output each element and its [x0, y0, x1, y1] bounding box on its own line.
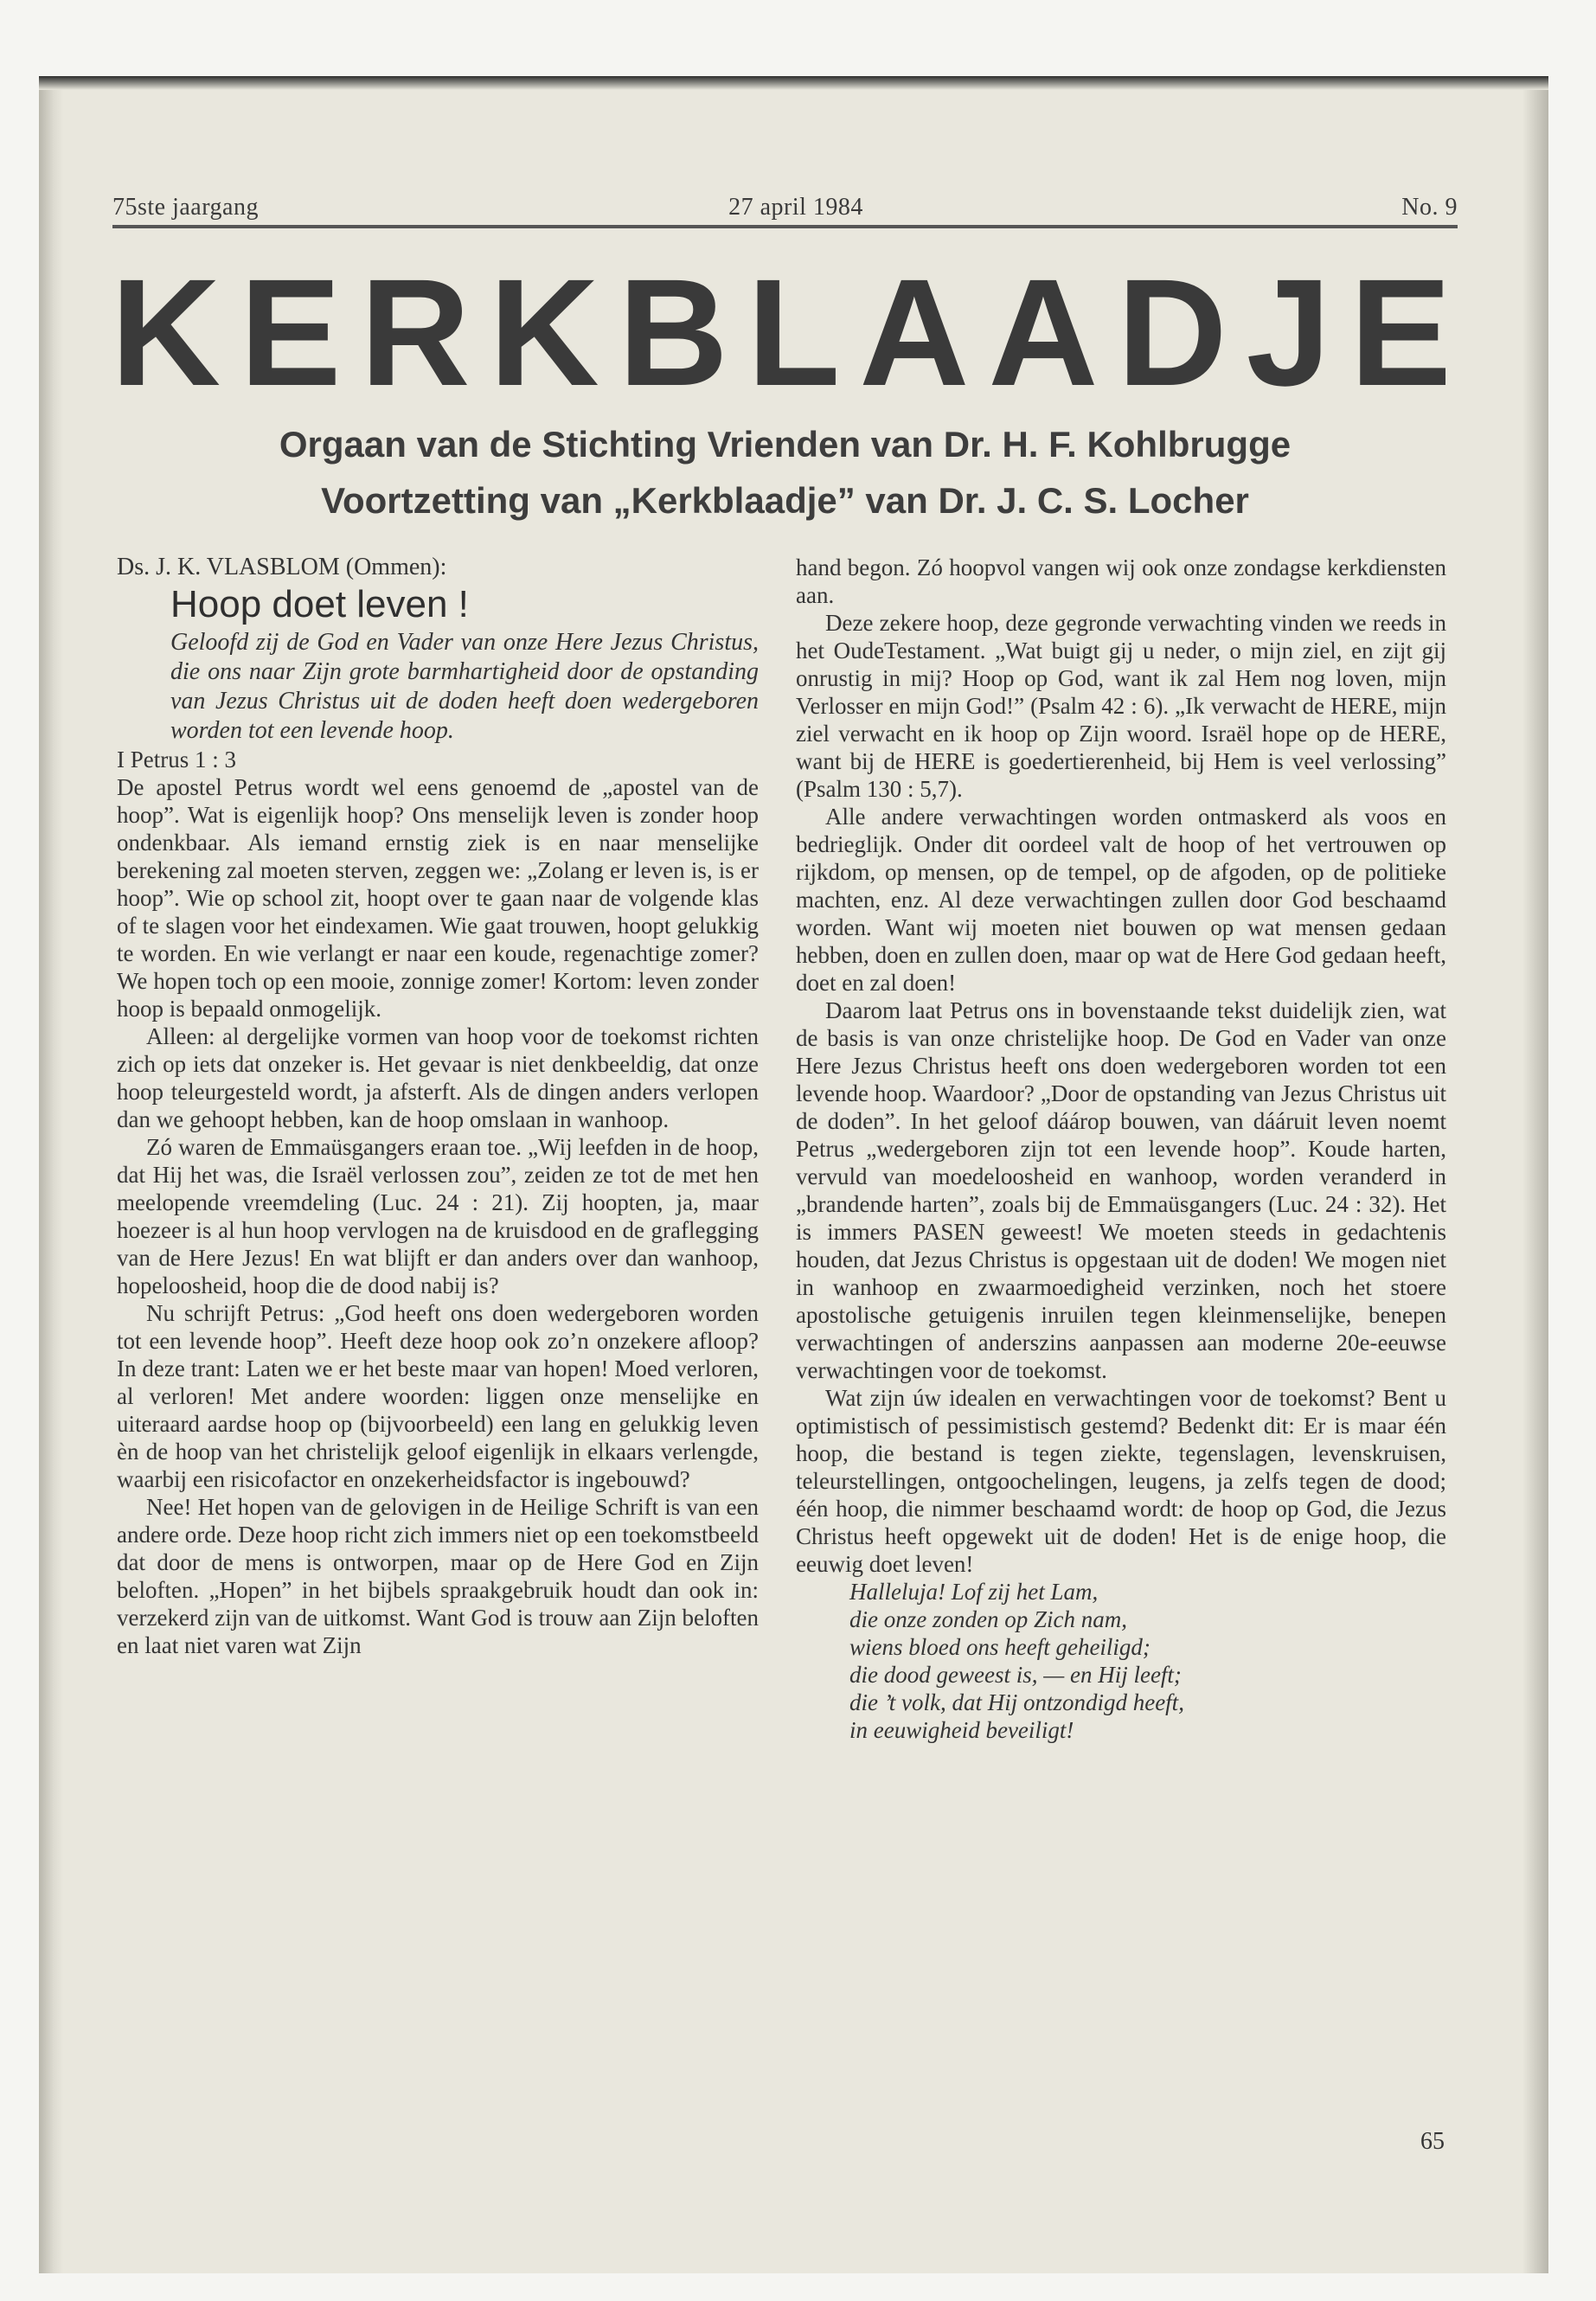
paragraph: Daarom laat Petrus ons in bovenstaande tekst duidelijk zien, wat de basis is van onze christelijke hoop. De God en Vader van onze Here Jezus Christus heeft ons doen wedergeboren worden tot een levende hoop. Waardoor? „Door de opstanding van Jezus Christus uit de doden”. In het geloof dáárop bouwen, van dááruit leven noemt Petrus „wedergeboren zijn tot een levende hoop”. Koude harten, vervuld van moedeloosheid en wanhoop, worden veranderd in „brandende harten”, zoals bij de Emmaüsgangers (Luc. 24 : 32). Het is immers PASEN geweest! We moeten steeds in gedachtenis houden, dat Jezus Christus is opgestaan uit de doden! We mogen niet in wanhoop en zwaarmoedigheid verzinken, noch het stoere apostolische getuigenis inruilen tegen kleinmenselijke, benepen verwachtingen of anderszins aanpassen aan moderne 20e-eeuwse verwachtingen voor de toekomst. — [796, 997, 1446, 1383]
hymn-line: die dood geweest is, — en Hij leeft; — [849, 1662, 1182, 1688]
paragraph: Nee! Het hopen van de gelovigen in de Heilige Schrift is van een andere orde. Deze hoop richt zich immers niet op een toekomstbeeld dat door de mens is ontworpen, maar op de Here God en Zijn beloften. „Hopen” in het bijbels spraakgebruik houdt dan ook in: verzekerd zijn van de uitkomst. Want God is trouw aan Zijn beloften en laat niet varen wat Zijn — [117, 1494, 759, 1658]
masthead-subtitle-1: Orgaan van de Stichting Vrienden van Dr. H. F. Kohlbrugge — [279, 424, 1292, 465]
header-rule — [112, 225, 1458, 228]
paragraph: Alleen: al dergelijke vormen van hoop voor de toekomst richten zich op iets dat onzeker is. Het gevaar is niet denkbeeldig, dat onze hoop teleurgesteld wordt, ja afsterft. Als de dingen anders verlopen dan we gehoopt hebben, kan de hoop omslaan in wanhoop. — [117, 1023, 759, 1132]
epigraph-reference: I Petrus 1 : 3 — [117, 747, 236, 772]
hymn-line: die onze zonden op Zich nam, — [849, 1606, 1127, 1632]
hymn-line: wiens bloed ons heeft geheiligd; — [849, 1634, 1151, 1660]
masthead-title: KERKBLAADJE — [111, 248, 1471, 418]
hymn-line: die ’t volk, dat Hij ontzondigd heeft, — [849, 1689, 1184, 1715]
page-number: 65 — [1420, 2128, 1445, 2155]
volume-label: 75ste jaargang — [112, 194, 259, 221]
left-column — [117, 554, 759, 1659]
right-column — [796, 554, 1446, 1744]
page-top-shadow — [39, 76, 1548, 90]
issue-date: 27 april 1984 — [728, 194, 863, 221]
article-epigraph: Geloofd zij de God en Vader van onze Here Jezus Christus, die ons naar Zijn grote barmhartigheid door de opstanding van Jezus Christus uit de doden heeft doen wedergeboren worden tot een levende hoop. — [170, 629, 759, 744]
article-author: Ds. J. K. VLASBLOM (Ommen): — [117, 554, 447, 580]
page-right-shadow — [1522, 90, 1548, 2273]
paragraph: Deze zekere hoop, deze gegronde verwachting vinden we reeds in het OudeTestament. „Wat buigt gij u neder, o mijn ziel, en zijt gij onrustig in mij? Hoop op God, want ik zal Hem nog loven, mijn Verlosser en mijn God!” (Psalm 42 : 6). „Ik verwacht de HERE, mijn ziel verwacht en ik hoop op Zijn woord. Israël hope op de HERE, want bij de HERE is goedertierenheid, bij Hem is veel verlossing” (Psalm 130 : 5,7). — [796, 610, 1446, 802]
masthead-subtitle-2: Voortzetting van „Kerkblaadje” van Dr. J. C. S. Locher — [321, 480, 1249, 521]
paragraph: hand begon. Zó hoopvol vangen wij ook onze zondagse kerkdiensten aan. — [796, 554, 1446, 608]
paragraph: Nu schrijft Petrus: „God heeft ons doen wedergeboren worden tot een levende hoop”. Heeft deze hoop ook zo’n onzekere afloop? In deze trant: Laten we er het beste maar van hopen! Moed verloren, al verloren! Met andere woorden: liggen onze menselijke en uiteraard aardse hoop op (bijvoorbeeld) een lang en gelukkig leven èn de hoop van het christelijk geloof eigenlijk in elkaars verlengde, waarbij een risicofactor en onzekerheidsfactor is ingebouwd? — [117, 1300, 759, 1492]
page-binding-shadow — [39, 76, 63, 2273]
paragraph: Zó waren de Emmaüsgangers eraan toe. „Wij leefden in de hoop, dat Hij het was, die Israël verlossen zou”, zeiden ze tot de met hen meelopende vreemdeling (Luc. 24 : 21). Zij hoopten, ja, maar hoezeer is al hun hoop vervlogen na de kruisdood en de graflegging van de Here Jezus! En wat blijft er dan anders over dan wanhoop, hopeloosheid, hoop die de dood nabij is? — [117, 1134, 759, 1298]
article-title: Hoop doet leven ! — [170, 583, 469, 625]
paragraph: Wat zijn úw idealen en verwachtingen voor de toekomst? Bent u optimistisch of pessimistisch gestemd? Bedenkt dit: Er is maar één hoop, die bestand is tegen ziekte, tegenslagen, levenskruisen, teleurstellingen, ontgoochelingen, leugens, ja zelfs tegen de dood; één hoop, die nimmer beschaamd wordt: de hoop op God, die Jezus Christus heeft opgewekt uit de doden! Het is de enige hoop, die eeuwig doet leven! — [796, 1385, 1446, 1577]
hymn-verse — [796, 1578, 1446, 1744]
paragraph: De apostel Petrus wordt wel eens genoemd de „apostel van de hoop”. Wat is eigenlijk hoop? Ons menselijk leven is zonder hoop ondenkbaar. Als iemand ernstig ziek is en naar menselijke berekening zal moeten sterven, zeggen we: „Zolang er leven is, is er hoop”. Wie op school zit, hoopt over te gaan naar de volgende klas of te slagen voor het eindexamen. Wie gaat trouwen, hoopt gelukkig te worden. En wie verlangt er naar een koude, regenachtige zomer? We hopen toch op een mooie, zonnige zomer! Kortom: leven zonder hoop is bepaald onmogelijk. — [117, 774, 759, 1022]
issue-number: No. 9 — [1401, 194, 1458, 221]
hymn-line: Halleluja! Lof zij het Lam, — [849, 1579, 1099, 1605]
hymn-line: in eeuwigheid beveiligt! — [849, 1717, 1074, 1743]
paragraph: Alle andere verwachtingen worden ontmaskerd als voos en bedrieglijk. Onder dit oordeel valt de hoop of het vertrouwen op rijkdom, op mensen, op de tempel, op de afgoden, op de politieke machten, enz. Al deze verwachtingen zullen door God beschaamd worden. Want wij moeten niet bouwen op wat mensen gedaan hebben, doen en zullen doen, maar op wat de Here God gedaan heeft, doet en zal doen! — [796, 804, 1446, 996]
